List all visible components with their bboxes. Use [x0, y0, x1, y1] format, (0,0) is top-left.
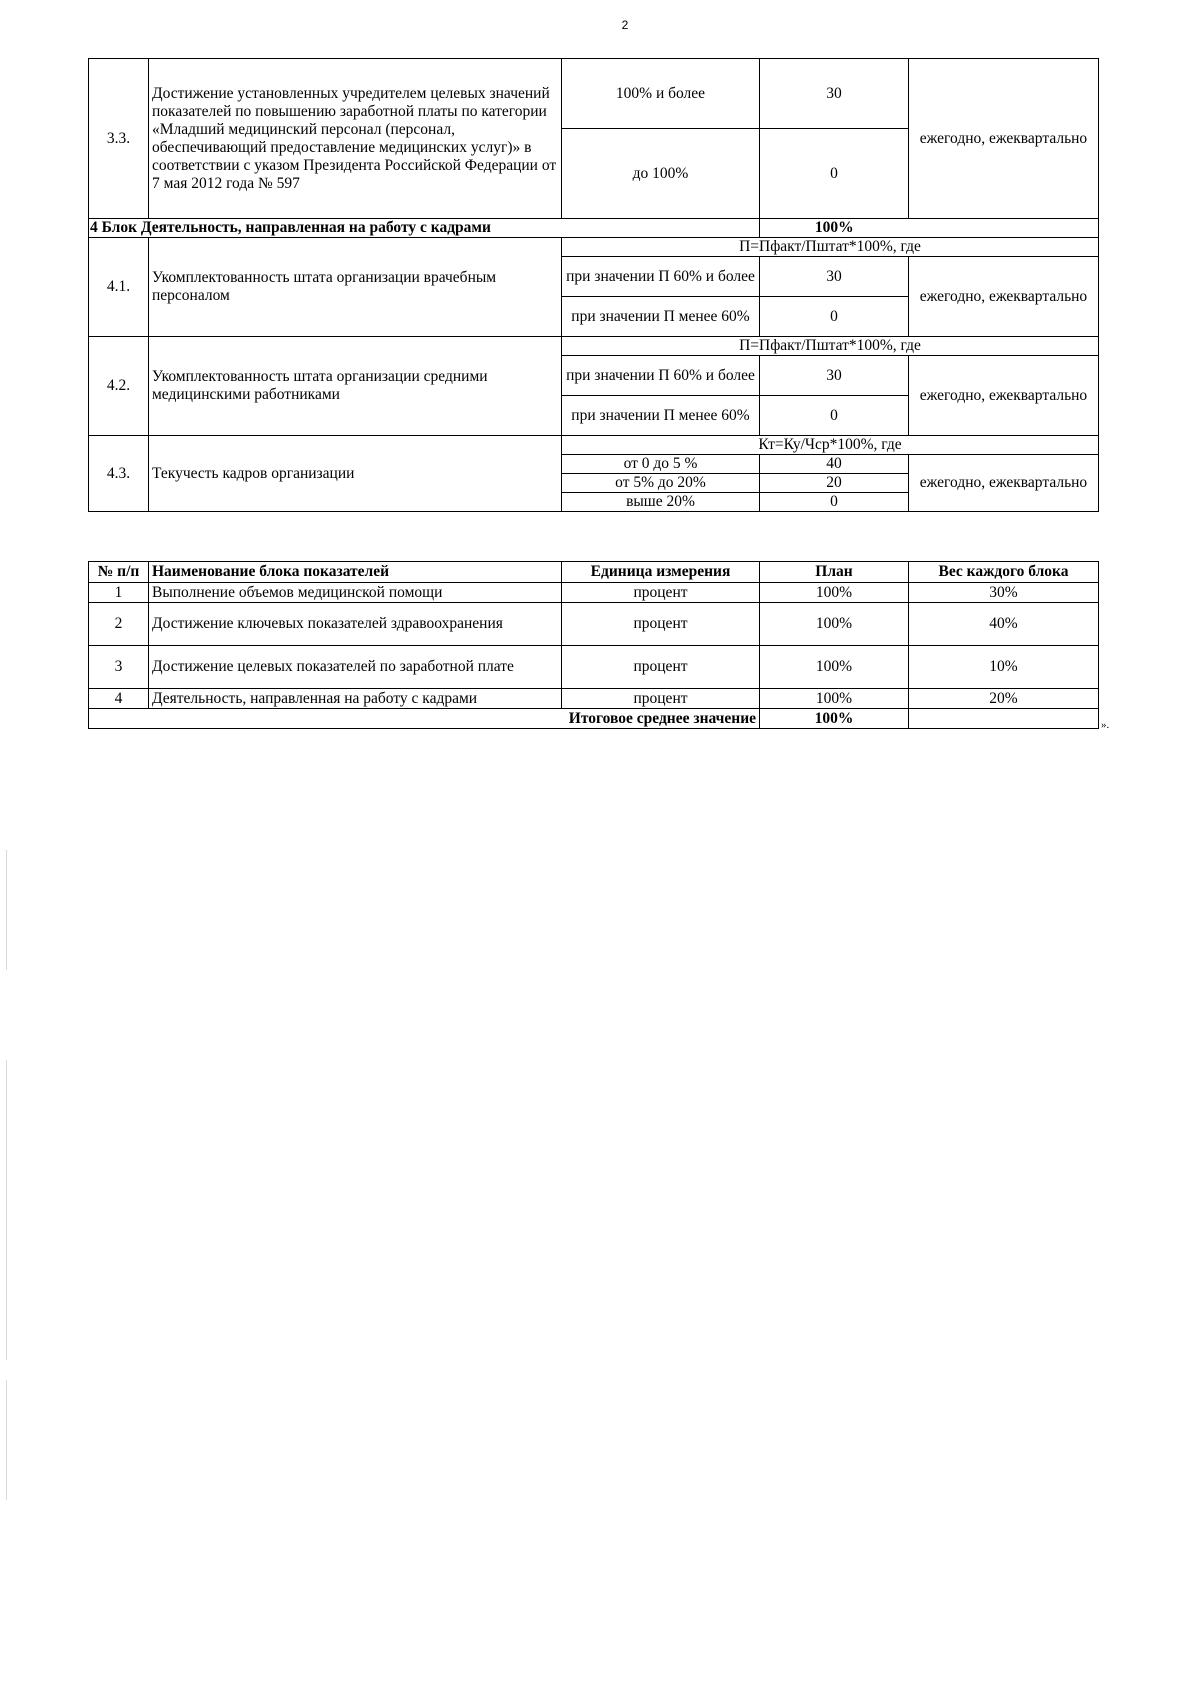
cell-weight: 20% [909, 689, 1099, 709]
cell-name: Деятельность, направленная на работу с кадрами [149, 689, 562, 709]
indicator-row-4-3 [89, 436, 1099, 455]
score-cell: 0 [760, 129, 909, 219]
formula-cell: П=Пфакт/Пштат*100%, где [562, 337, 1099, 356]
formula-cell: П=Пфакт/Пштат*100%, где [562, 238, 1099, 257]
summary-table [88, 561, 1099, 729]
cell-unit: процент [562, 603, 760, 646]
header-name: Наименование блока показателей [149, 562, 562, 583]
cell-weight: 40% [909, 603, 1099, 646]
score-cell: 40 [760, 455, 909, 474]
block-4-header [89, 219, 1099, 238]
cell-weight: 30% [909, 583, 1099, 603]
score-cell: 30 [760, 257, 909, 297]
scan-mark [6, 1380, 7, 1500]
period-cell: ежегодно, ежеквартально [909, 59, 1099, 219]
indicator-name: Укомплектованность штата организации средними медицинскими работниками [149, 337, 562, 436]
cell-plan: 100% [760, 689, 909, 709]
closing-quote: ». [1101, 719, 1110, 731]
period-cell: ежегодно, ежеквартально [909, 257, 1099, 337]
cell-plan: 100% [760, 646, 909, 689]
indicator-name: Укомплектованность штата организации врачебным персоналом [149, 238, 562, 337]
indicator-row-3-3 [89, 59, 1099, 129]
condition-cell: при значении П менее 60% [562, 297, 760, 337]
formula-cell: Кт=Ку/Чср*100%, где [562, 436, 1099, 455]
condition-cell: при значении П 60% и более [562, 356, 760, 396]
scan-mark [6, 850, 7, 970]
cell-plan: 100% [760, 583, 909, 603]
condition-cell: при значении П 60% и более [562, 257, 760, 297]
row-number: 4.1. [89, 238, 149, 337]
row-number: 4.3. [89, 436, 149, 512]
total-weight [909, 709, 1099, 729]
cell-weight: 10% [909, 646, 1099, 689]
summary-row [89, 603, 1099, 646]
block-value: 100% [760, 219, 909, 238]
indicator-row-4-2 [89, 337, 1099, 356]
condition-cell: при значении П менее 60% [562, 396, 760, 436]
score-cell: 0 [760, 493, 909, 512]
score-cell: 30 [760, 356, 909, 396]
header-unit: Единица измерения [562, 562, 760, 583]
page-number: 2 [621, 18, 629, 32]
summary-row [89, 646, 1099, 689]
header-num: № п/п [89, 562, 149, 583]
cell-unit: процент [562, 583, 760, 603]
condition-cell: 100% и более [562, 59, 760, 129]
condition-cell: до 100% [562, 129, 760, 219]
score-cell: 20 [760, 474, 909, 493]
cell-unit: процент [562, 646, 760, 689]
summary-row [89, 583, 1099, 603]
total-label: Итоговое среднее значение [89, 709, 760, 729]
cell-num: 2 [89, 603, 149, 646]
cell-num: 1 [89, 583, 149, 603]
block-title: 4 Блок Деятельность, направленная на работу с кадрами [89, 219, 760, 238]
condition-cell: выше 20% [562, 493, 760, 512]
score-cell: 30 [760, 59, 909, 129]
score-cell: 0 [760, 297, 909, 337]
condition-cell: от 0 до 5 % [562, 455, 760, 474]
total-plan: 100% [760, 709, 909, 729]
cell-name: Достижение ключевых показателей здравоохранения [149, 603, 562, 646]
scan-mark [6, 1060, 7, 1360]
indicator-name: Достижение установленных учредителем целевых значений показателей по повышению заработной платы по категории «Младший медицинский персонал (персонал, обеспечивающий предоставление медицинских услуг)» в соответствии с указом Президента Российской Федерации от 7 мая 2012 года № 597 [149, 59, 562, 219]
cell-plan: 100% [760, 603, 909, 646]
indicators-table [88, 58, 1099, 512]
period-cell: ежегодно, ежеквартально [909, 455, 1099, 512]
period-cell: ежегодно, ежеквартально [909, 356, 1099, 436]
indicator-name: Текучесть кадров организации [149, 436, 562, 512]
cell-num: 3 [89, 646, 149, 689]
indicator-row-4-1 [89, 238, 1099, 257]
row-number: 4.2. [89, 337, 149, 436]
summary-header-row [89, 562, 1099, 583]
cell-unit: процент [562, 689, 760, 709]
header-plan: План [760, 562, 909, 583]
row-number: 3.3. [89, 59, 149, 219]
cell-name: Выполнение объемов медицинской помощи [149, 583, 562, 603]
summary-row [89, 689, 1099, 709]
cell-num: 4 [89, 689, 149, 709]
score-cell: 0 [760, 396, 909, 436]
condition-cell: от 5% до 20% [562, 474, 760, 493]
summary-total-row [89, 709, 1099, 729]
header-weight: Вес каждого блока [909, 562, 1099, 583]
cell-name: Достижение целевых показателей по заработной плате [149, 646, 562, 689]
